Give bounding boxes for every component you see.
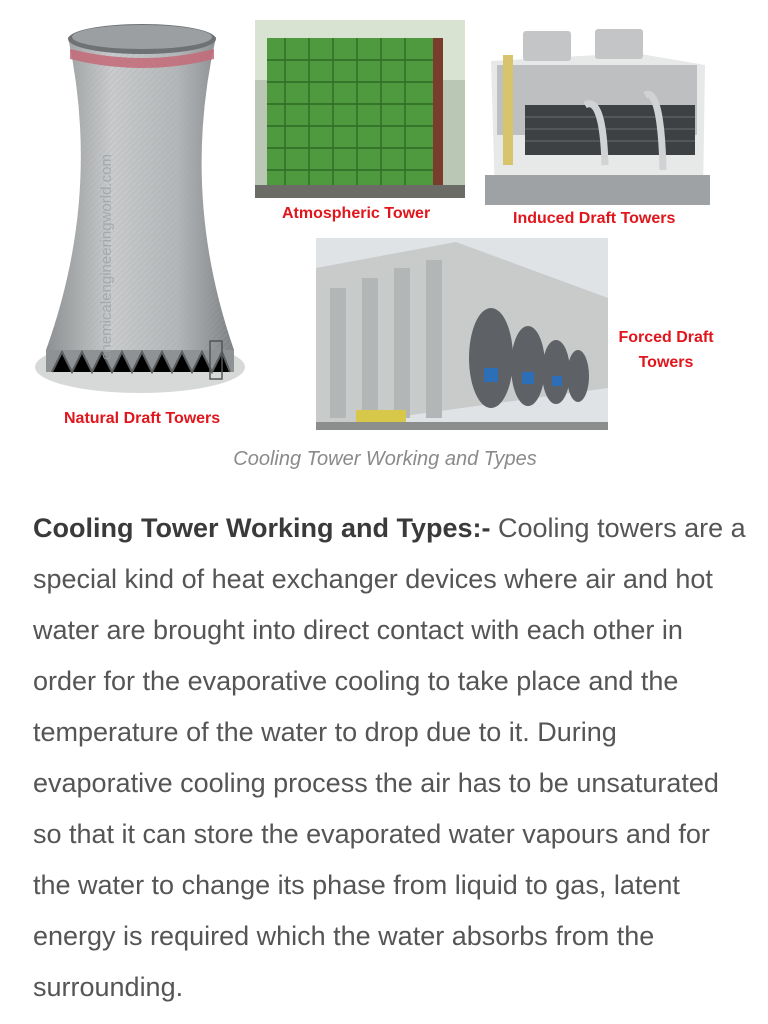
- article-body-text: Cooling towers are a special kind of heat exchanger devices where air and hot water are brought into direct contact with each other in order for the evaporative cooling to take place and the temperature of the water to drop due to it. During evaporative cooling process the air has to be unsaturated so that it can store the evaporated water vapours and for the water to change its phase from liquid to gas, latent energy is required which the water absorbs from the surrounding.: [33, 513, 746, 1002]
- forced-draft-tower-image: [316, 238, 608, 430]
- atmospheric-tower-label: Atmospheric Tower: [282, 205, 431, 222]
- induced-draft-label: Induced Draft Towers: [513, 210, 676, 227]
- natural-draft-label: Natural Draft Towers: [64, 410, 221, 427]
- induced-draft-tower-image: [485, 25, 710, 205]
- cooling-tower-figure: [0, 0, 768, 440]
- forced-draft-label: [612, 325, 720, 375]
- article-paragraph: [33, 503, 753, 1013]
- natural-draft-tower-image: [30, 15, 245, 410]
- forced-draft-label-line2: Towers: [638, 354, 694, 371]
- forced-draft-label-line1: Forced Draft: [618, 329, 714, 346]
- atmospheric-tower-image: [255, 20, 465, 198]
- figure-caption: Cooling Tower Working and Types: [233, 448, 537, 470]
- watermark-text: chemicalengineeringworld.com: [98, 154, 115, 360]
- article-lead-heading: Cooling Tower Working and Types:-: [33, 513, 491, 543]
